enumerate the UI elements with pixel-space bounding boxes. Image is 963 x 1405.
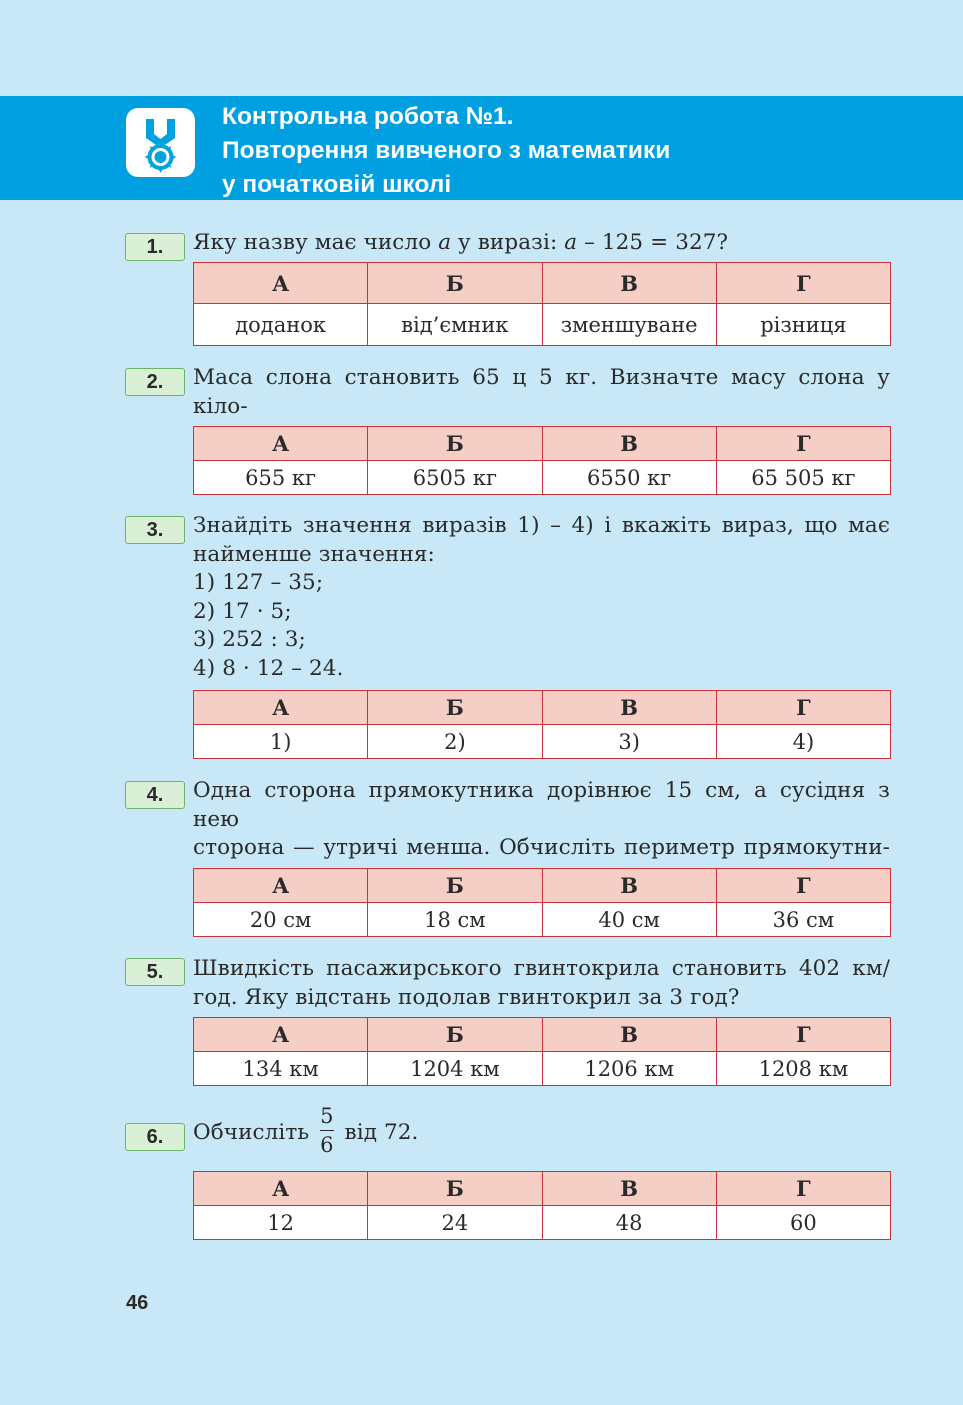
option-value: 20 см bbox=[194, 903, 368, 937]
task-line: 2) 17 · 5; bbox=[193, 598, 292, 624]
option-label: А bbox=[194, 427, 368, 461]
task-2-answer-table bbox=[193, 426, 891, 495]
option-value: від’ємник bbox=[368, 304, 542, 346]
option-label: В bbox=[542, 869, 716, 903]
task-4-answer-table bbox=[193, 868, 891, 937]
option-label: Г bbox=[716, 1018, 890, 1052]
option-value: 1206 км bbox=[542, 1052, 716, 1086]
option-value: 60 bbox=[716, 1206, 890, 1240]
task-line: Знайдіть значення виразів 1) – 4) і вкажіть вираз, що має bbox=[193, 513, 890, 538]
option-label: Г bbox=[716, 691, 890, 725]
task-5-answer-table bbox=[193, 1017, 891, 1086]
task-3-question bbox=[193, 512, 890, 683]
task-line: найменше значення: bbox=[193, 541, 435, 567]
option-value: 65 505 кг bbox=[716, 461, 890, 495]
option-label: А bbox=[194, 263, 368, 304]
task-number-badge: 1. bbox=[125, 233, 185, 261]
option-label: Б bbox=[368, 1172, 542, 1206]
option-value: 12 bbox=[194, 1206, 368, 1240]
option-value: 1) bbox=[194, 725, 368, 759]
fraction-bar bbox=[320, 1130, 333, 1131]
option-label: В bbox=[542, 1172, 716, 1206]
task-line: 1) 127 – 35; bbox=[193, 570, 324, 595]
option-label: В bbox=[542, 691, 716, 725]
option-label: Г bbox=[716, 263, 890, 304]
option-label: Б bbox=[368, 263, 542, 304]
option-value: 134 км bbox=[194, 1052, 368, 1086]
option-value: доданок bbox=[194, 304, 368, 346]
option-label: Б bbox=[368, 691, 542, 725]
title-line-1: Контрольна робота №1. bbox=[222, 103, 514, 130]
task-text: від 72. bbox=[344, 1120, 419, 1145]
option-label: Г bbox=[716, 1172, 890, 1206]
task-number-badge: 3. bbox=[125, 516, 185, 544]
medal-icon bbox=[126, 108, 195, 177]
task-1-question bbox=[193, 229, 890, 258]
option-value: 6550 кг bbox=[542, 461, 716, 495]
option-value: 1204 км bbox=[368, 1052, 542, 1086]
option-value: 2) bbox=[368, 725, 542, 759]
option-label: Г bbox=[716, 427, 890, 461]
option-label: Г bbox=[716, 869, 890, 903]
task-number-badge: 5. bbox=[125, 958, 185, 986]
option-value: 36 см bbox=[716, 903, 890, 937]
title-line-3: у початковій школі bbox=[222, 171, 452, 198]
task-1-answer-table bbox=[193, 262, 891, 346]
option-value: 40 см bbox=[542, 903, 716, 937]
option-value: 24 bbox=[368, 1206, 542, 1240]
option-value: зменшуване bbox=[542, 304, 716, 346]
title-line-2: Повторення вивченого з математики bbox=[222, 137, 671, 164]
option-value: 3) bbox=[542, 725, 716, 759]
option-value: 655 кг bbox=[194, 461, 368, 495]
option-label: Б bbox=[368, 427, 542, 461]
fraction bbox=[320, 1104, 333, 1157]
option-value: 1208 км bbox=[716, 1052, 890, 1086]
fraction-denominator: 6 bbox=[320, 1132, 334, 1157]
task-line: Швидкість пасажирського гвинтокрила становить 402 км/ bbox=[193, 956, 890, 981]
task-text: Обчисліть bbox=[193, 1120, 310, 1145]
option-label: А bbox=[194, 1018, 368, 1052]
option-label: Б bbox=[368, 1018, 542, 1052]
option-label: А bbox=[194, 869, 368, 903]
option-value: 4) bbox=[716, 725, 890, 759]
task-line: 3) 252 : 3; bbox=[193, 627, 306, 652]
header-banner bbox=[0, 96, 963, 200]
page-number: 46 bbox=[126, 1292, 149, 1314]
option-label: В bbox=[542, 263, 716, 304]
task-line: Маса слона становить 65 ц 5 кг. Визначте масу слона у кіло- bbox=[193, 365, 890, 419]
task-line: Одна сторона прямокутника дорівнює 15 см, а сусідня з нею bbox=[193, 778, 890, 832]
option-value: 18 см bbox=[368, 903, 542, 937]
option-value: різниця bbox=[716, 304, 890, 346]
task-number-badge: 2. bbox=[125, 368, 185, 396]
task-number-badge: 6. bbox=[125, 1123, 185, 1151]
task-3-answer-table bbox=[193, 690, 891, 759]
page-title bbox=[222, 100, 670, 202]
option-label: В bbox=[542, 1018, 716, 1052]
fraction-numerator: 5 bbox=[320, 1103, 334, 1128]
option-value: 48 bbox=[542, 1206, 716, 1240]
task-line: год. Яку відстань подолав гвинтокрил за 3 год? bbox=[193, 984, 740, 1010]
option-label: Б bbox=[368, 869, 542, 903]
option-label: А bbox=[194, 691, 368, 725]
task-line: сторона — утричі менша. Обчисліть периметр прямокутни- bbox=[193, 835, 890, 860]
task-6-question bbox=[193, 1105, 890, 1161]
option-label: А bbox=[194, 1172, 368, 1206]
task-line: 4) 8 · 12 – 24. bbox=[193, 655, 344, 681]
task-6-answer-table bbox=[193, 1171, 891, 1240]
task-5-question bbox=[193, 955, 890, 1012]
task-1-line: Яку назву має число a у виразі: a – 125 = 327? bbox=[193, 230, 729, 255]
option-label: В bbox=[542, 427, 716, 461]
task-number-badge: 4. bbox=[125, 781, 185, 809]
option-value: 6505 кг bbox=[368, 461, 542, 495]
